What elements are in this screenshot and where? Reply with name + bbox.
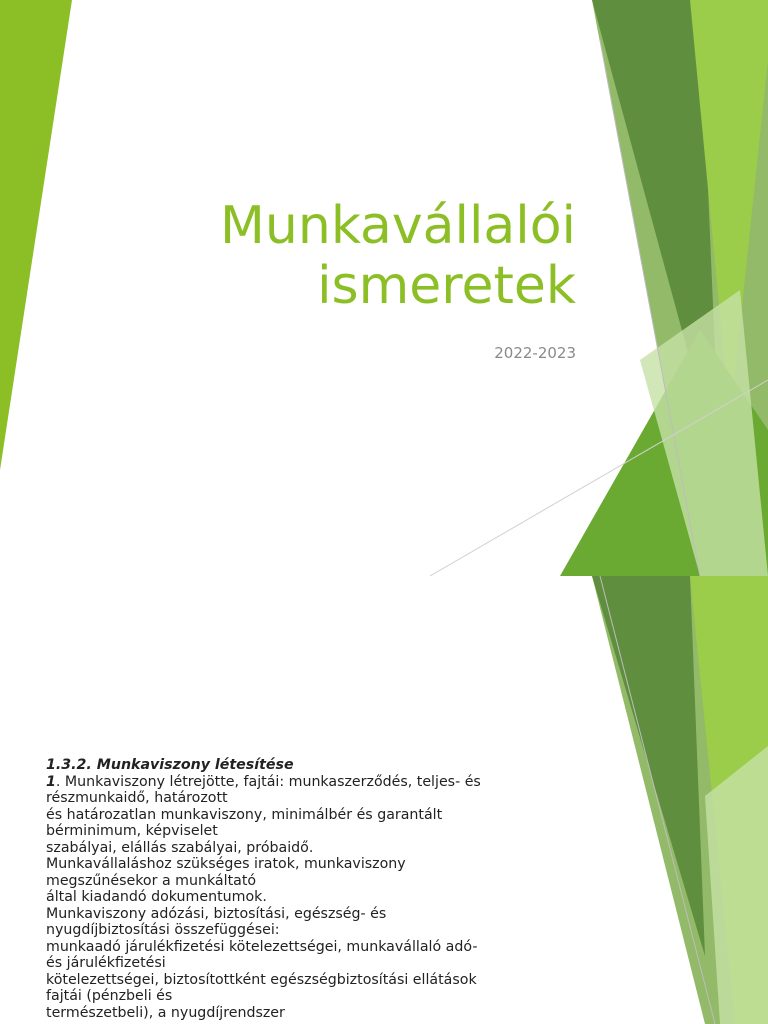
text-line-14: fajtái (pénzbeli és	[46, 988, 173, 1004]
text-line-2: részmunkaidő, határozott	[46, 790, 228, 806]
text-line-11: munkaadó járulékfizetési kötelezettségei, munkavállaló adó-	[46, 938, 478, 955]
text-line-7: megszűnésekor a munkáltató	[46, 872, 257, 889]
list-number: 1	[46, 773, 56, 790]
text-line-9: Munkaviszony adózási, biztosítási, egészség- és	[46, 905, 387, 922]
page-title	[56, 196, 576, 316]
text-line-15: természetbeli), a nyugdíjrendszer	[46, 1004, 285, 1021]
title-line-1: Munkavállalói	[220, 196, 576, 256]
text-line-6: Munkavállaláshoz szükséges iratok, munkaviszony	[46, 856, 406, 872]
subtitle: 2022-2023	[494, 344, 576, 362]
text-line-13: kötelezettségei, biztosítottként egészségbiztosítási ellátások	[46, 971, 477, 988]
text-line-3: és határozatlan munkaviszony, minimálbér és garantált	[46, 806, 443, 823]
text-line-1: 1. Munkaviszony létrejötte, fajtái: munkaszerződés, teljes- és	[46, 773, 481, 790]
text-line-4: bérminimum, képviselet	[46, 823, 218, 839]
body-text	[46, 757, 586, 1021]
title-line-2: ismeretek	[317, 256, 576, 316]
text-line-12: és járulékfizetési	[46, 955, 166, 971]
section-heading: 1.3.2. Munkaviszony létesítése	[46, 757, 294, 773]
text-line-5: szabályai, elállás szabályai, próbaidő.	[46, 839, 314, 856]
text-line-8: által kiadandó dokumentumok.	[46, 889, 267, 905]
content-slide	[0, 576, 768, 1024]
text-line-10: nyugdíjbiztosítási összefüggései:	[46, 922, 280, 938]
